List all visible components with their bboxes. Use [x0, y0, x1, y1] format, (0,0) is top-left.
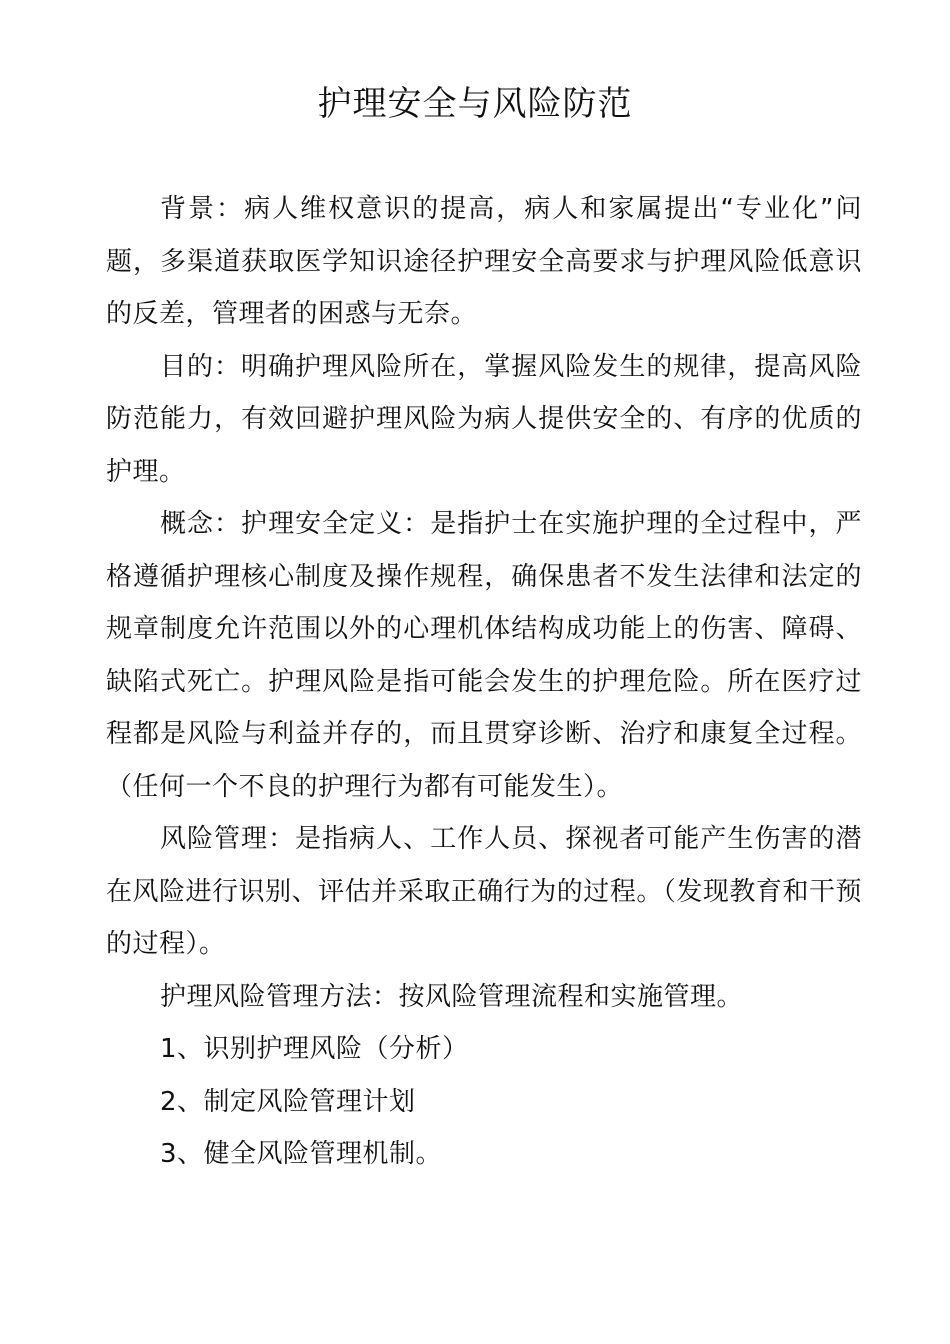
list-item-3: 3、健全风险管理机制。 [160, 1139, 443, 1169]
paragraph-background: 背景：病人维权意识的提高，病人和家属提出“专业化”问题，多渠道获取医学知识途径护理安全高要求与护理风险低意识的反差，管理者的困惑与无奈。 [106, 194, 862, 329]
paragraph-method: 护理风险管理方法：按风险管理流程和实施管理。 [160, 981, 744, 1012]
document-title: 护理安全与风险防范 [317, 84, 633, 124]
document-body [106, 183, 862, 1181]
list-item-2: 2、制定风险管理计划 [160, 1086, 416, 1117]
list-item-1: 1、识别护理风险（分析） [160, 1034, 469, 1064]
paragraph-concept: 概念：护理安全定义：是指护士在实施护理的全过程中，严格遵循护理核心制度及操作规程，确保患者不发生法律和法定的规章制度允许范围以外的心理机体结构成功能上的伤害、障碍、缺陷式死亡。护理风险是指可能会发生的护理危险。所在医疗过程都是风险与利益并存的，而且贯穿诊断、治疗和康复全过程。（任何一个不良的护理行为都有可能发生）。 [106, 509, 862, 802]
paragraph-risk-management: 风险管理：是指病人、工作人员、探视者可能产生伤害的潜在风险进行识别、评估并采取正确行为的过程。（发现教育和干预的过程）。 [106, 824, 862, 959]
paragraph-purpose: 目的：明确护理风险所在，掌握风险发生的规律，提高风险防范能力，有效回避护理风险为病人提供安全的、有序的优质的护理。 [106, 351, 862, 487]
